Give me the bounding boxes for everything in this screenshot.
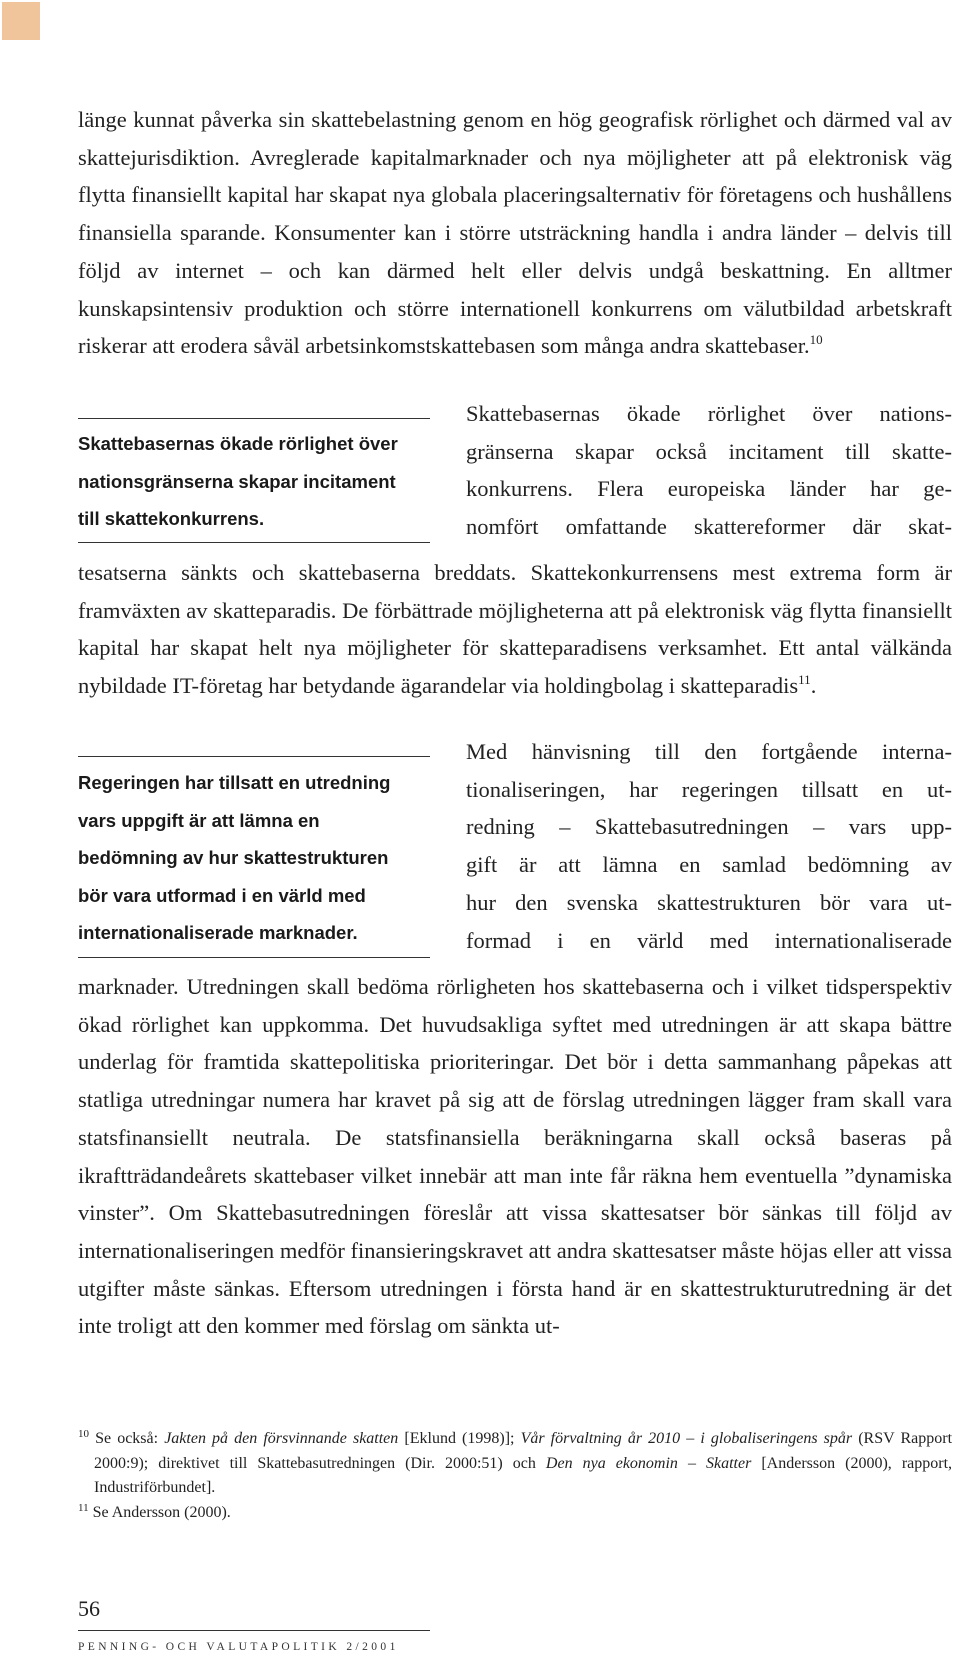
pullquote-line: internationaliserade marknader. bbox=[78, 922, 358, 943]
footnote-number: 11 bbox=[78, 1502, 89, 1515]
text-line: tionaliseringen, har regeringen tillsatt en ut- bbox=[466, 776, 952, 802]
pullquote-line: Regeringen har tillsatt en utredning bbox=[78, 772, 391, 793]
footnote-ref-11[interactable]: 11 bbox=[798, 672, 811, 688]
page-number: 56 bbox=[78, 1596, 100, 1621]
body-paragraph-1: länge kunnat påverka sin skattebelastning genom en hög geografisk rörlighet och därmed val av skattejurisdiktion. Avreglerade kapitalmarknader och nya möjligheter att på elektronisk väg flytta finansiellt kapital har skapat nya globala placeringsalternativ för företagens och hushållens finansiella sparande. Konsumenter kan i större utsträckning handla i andra länder – delvis till följd av internet – och kan därmed helt eller delvis undgå beskattning. En alltmer kunskapsintensiv produktion och större internationell konkurrens om välutbildad arbetskraft riskerar att erodera såväl arbetsinkomstskattebasen som många andra skattebaser.$^{10}$ bbox=[78, 107, 952, 359]
pullquote-line: Skattebasernas ökade rörlighet över bbox=[78, 433, 398, 454]
text-line: nomfört omfattande skattereformer där skat- bbox=[466, 514, 952, 540]
pullquote-line: bedömning av hur skattestrukturen bbox=[78, 847, 389, 868]
text-line: redning – Skattebasutredningen – vars upp- bbox=[466, 814, 952, 840]
text-line: Med hänvisning till den fortgående interna- bbox=[466, 739, 952, 764]
footnote-ref-10[interactable]: 10 bbox=[809, 332, 823, 348]
corner-color-mark bbox=[2, 2, 40, 40]
pullquote-line: till skattekonkurrens. bbox=[78, 508, 265, 529]
running-footer: PENNING- OCH VALUTAPOLITIK 2/2001 bbox=[78, 1641, 399, 1653]
text-line: hur den svenska skattestrukturen bör vara ut- bbox=[466, 889, 952, 915]
body-paragraph-3: marknader. Utredningen skall bedöma rörligheten hos skattebaserna och i vilket tidsperspektiv ökad rörlighet kan uppkomma. Det huvudsakliga syftet med utredningen är att skapa bättre underlag för framtida skattepolitiska prioriteringar. Det bör i detta sammanhang påpekas att statliga utredningar numera har kravet på sig att de förslag utredningen lägger fram skall vara statsfinansiellt neutrala. De statsfinansiella beräkningarna skall också baseras på ikraftträdandeårets skattebaser vilket innebär att man inte får räkna hem eventuella ”dynamiska vinster”. Om Skattebasutredningen föreslår att vissa skattesatser bör sänkas till följd av internationaliseringen medför finansieringskravet att andra skattesatser måste höjas eller att vissa utgifter måste sänkas. Eftersom utredningen i första hand är en skattestrukturutredning är det inte troligt att den kommer med förslag om sänkta ut- bbox=[78, 974, 952, 1339]
pullquote-2 bbox=[78, 756, 430, 958]
pullquote-line: bör vara utformad i en värld med bbox=[78, 884, 366, 906]
pullquote-1 bbox=[78, 418, 430, 543]
footnote-11: $^{11}$ Se Andersson (2000). bbox=[78, 1502, 231, 1522]
footnote-number: 10 bbox=[78, 1428, 89, 1440]
text-line: konkurrens. Flera europeiska länder har ge- bbox=[466, 476, 952, 502]
text-line: gränserna skapar också incitament till skatte- bbox=[466, 438, 952, 464]
pullquote-row-2 bbox=[78, 739, 952, 968]
footnote-10: $^{10}$ Se också: Jakten på den försvinnande skatten [Eklund (1998)]; Vår förvaltning år 2010 – i globaliseringens spår (RSV Rapport 2000:9); direktivet till Skattebasutredningen (Dir. 2000:51) och Den nya ekonomin – Skatter [Andersson (2000), rapport, Industriförbundet]. bbox=[78, 1428, 953, 1497]
text-line: Skattebasernas ökade rörlighet över nations- bbox=[466, 401, 952, 426]
side-text-1 bbox=[466, 395, 952, 546]
pullquote-row-1 bbox=[78, 401, 952, 554]
footnotes bbox=[78, 1427, 952, 1526]
pullquote-line: nationsgränserna skapar incitament bbox=[78, 470, 396, 492]
text-line: formad i en värld med internationaliserade bbox=[466, 927, 952, 953]
pullquote-line: vars uppgift är att lämna en bbox=[78, 809, 320, 831]
text-line: gift är att lämna en samlad bedömning av bbox=[466, 852, 952, 878]
footer-divider bbox=[78, 1630, 430, 1631]
body-paragraph-2: tesatserna sänkts och skattebaserna breddats. Skattekonkurrensens mest extrema form är framväxten av skatteparadis. De förbättrade möjligheterna att på elektronisk väg flytta finansiellt kapital har skapat helt nya möjligheter för skatteparadisens verksamhet. Ett antal välkända nybildade IT-företag har betydande ägarandelar via holdingbolag i skatteparadis$^{11}$. bbox=[78, 560, 952, 699]
side-text-2 bbox=[466, 733, 952, 959]
